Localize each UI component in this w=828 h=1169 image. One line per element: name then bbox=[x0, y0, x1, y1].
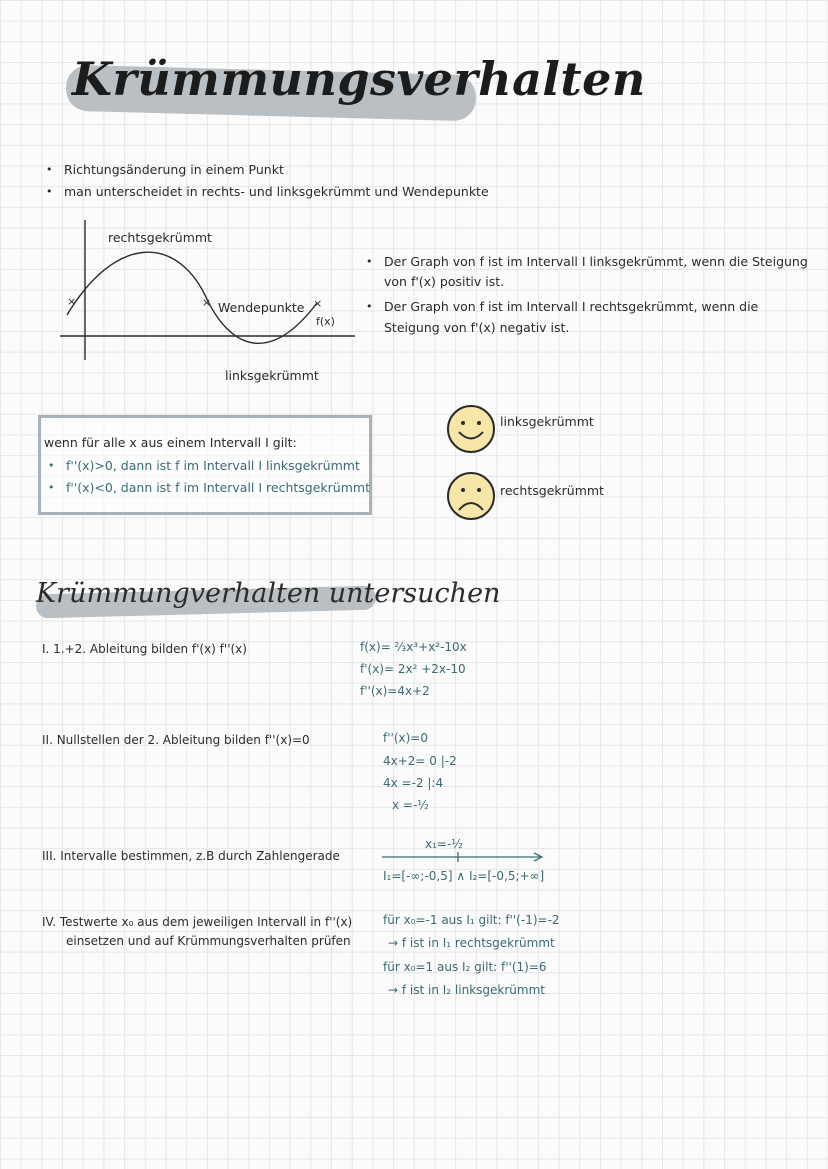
sad-face-icon bbox=[445, 470, 497, 522]
explanation-line-3: • Der Graph von f ist im Intervall I rechtsgekrümmt, wenn die bbox=[384, 297, 758, 316]
step-4-math-3: für x₀=1 aus I₂ gilt: f''(1)=6 bbox=[383, 960, 547, 974]
intro-bullet-2: • man unterscheidet in rechts- und linksgekrümmt und Wendepunkte bbox=[64, 182, 489, 201]
explanation-line-2: von f'(x) positiv ist. bbox=[384, 274, 505, 289]
step-3-math-1: x₁=-½ bbox=[425, 837, 463, 851]
step-2-math-4: x =-½ bbox=[392, 798, 429, 812]
page-title: Krümmungsverhalten bbox=[72, 52, 646, 106]
step-2-label: II. Nullstellen der 2. Ableitung bilden f''(x)=0 bbox=[42, 733, 310, 747]
number-line bbox=[380, 850, 550, 864]
step-2-math-3: 4x =-2 |:4 bbox=[383, 776, 444, 790]
graph-label-wende: Wendepunkte bbox=[218, 300, 305, 315]
step-4-label: IV. Testwerte x₀ aus dem jeweiligen Intervall in f''(x) bbox=[42, 915, 353, 929]
criterion-item-1: • f''(x)>0, dann ist f im Intervall I linksgekrümmt bbox=[66, 456, 360, 475]
intro-bullet-1: • Richtungsänderung in einem Punkt bbox=[64, 160, 284, 179]
svg-text:×: × bbox=[313, 297, 323, 310]
step-2-math-2: 4x+2= 0 |-2 bbox=[383, 754, 457, 768]
step-3-label: III. Intervalle bestimmen, z.B durch Zahlengerade bbox=[42, 849, 340, 863]
sad-label: rechtsgekrümmt bbox=[500, 483, 604, 498]
explanation-line-1: • Der Graph von f ist im Intervall I linksgekrümmt, wenn die Steigung bbox=[384, 252, 808, 271]
step-1-math-2: f'(x)= 2x² +2x-10 bbox=[360, 662, 466, 676]
step-4-math-4: → f ist in I₂ linksgekrümmt bbox=[388, 983, 545, 997]
svg-text:×: × bbox=[67, 295, 77, 308]
step-3-math-2: I₁=[-∞;-0,5] ∧ I₂=[-0,5;+∞] bbox=[383, 869, 545, 883]
criterion-heading: wenn für alle x aus einem Intervall I gilt: bbox=[44, 435, 297, 450]
step-4-label-2: einsetzen und auf Krümmungsverhalten prüfen bbox=[66, 934, 351, 948]
graph-label-right: rechtsgekrümmt bbox=[108, 230, 212, 245]
graph-label-f: f(x) bbox=[316, 315, 335, 328]
step-1-math-3: f''(x)=4x+2 bbox=[360, 684, 430, 698]
criterion-item-2: • f''(x)<0, dann ist f im Intervall I rechtsgekrümmt bbox=[66, 478, 370, 497]
section2-title: Krümmungverhalten untersuchen bbox=[36, 578, 501, 609]
step-4-math-2: → f ist in I₁ rechtsgekrümmt bbox=[388, 936, 555, 950]
graph-label-left: linksgekrümmt bbox=[225, 368, 319, 383]
happy-face-icon bbox=[445, 403, 497, 455]
svg-text:×: × bbox=[202, 296, 212, 309]
step-1-label: I. 1.+2. Ableitung bilden f'(x) f''(x) bbox=[42, 642, 247, 656]
step-2-math-1: f''(x)=0 bbox=[383, 731, 428, 745]
step-4-math-1: für x₀=-1 aus I₁ gilt: f''(-1)=-2 bbox=[383, 913, 560, 927]
step-1-math-1: f(x)= ⅔x³+x²-10x bbox=[360, 640, 467, 654]
explanation-line-4: Steigung von f'(x) negativ ist. bbox=[384, 320, 570, 335]
happy-label: linksgekrümmt bbox=[500, 414, 594, 429]
